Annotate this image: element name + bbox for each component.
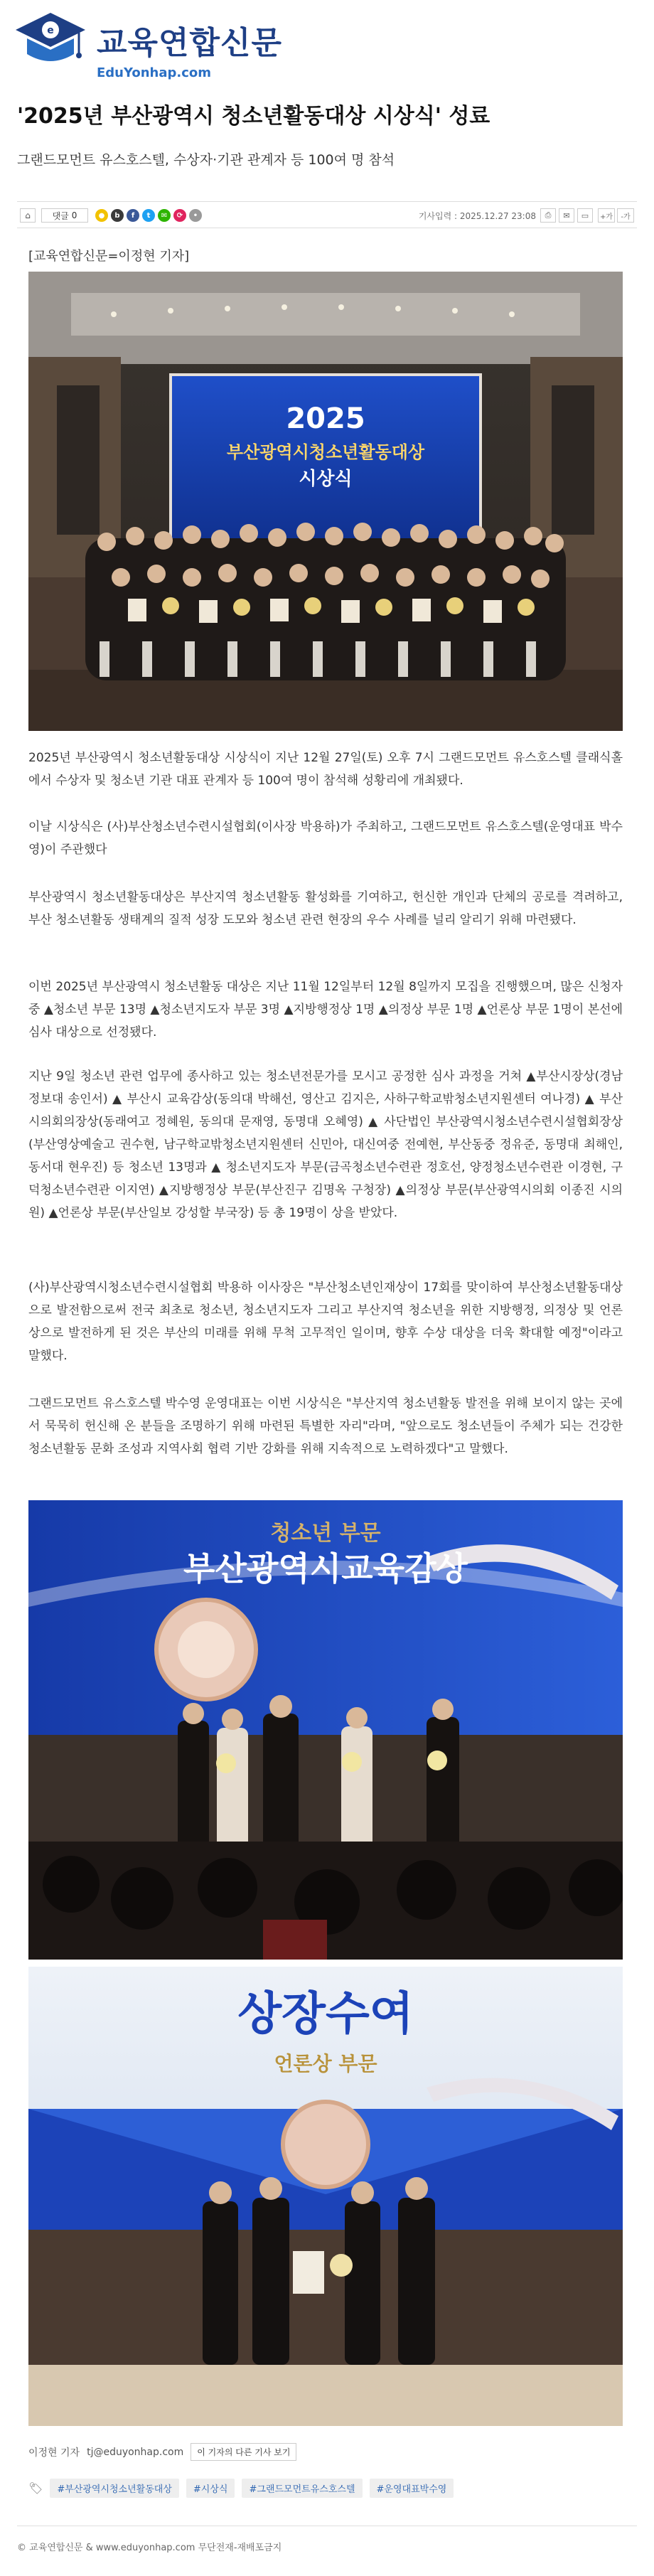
other-articles-button[interactable]: 이 기자의 다른 기사 보기 — [191, 2443, 296, 2461]
photo3-banner-main: 상장수여 — [237, 1988, 414, 2041]
facebook-share-icon[interactable]: f — [127, 209, 139, 222]
email-icon[interactable]: ✉ — [559, 208, 574, 223]
tag-item[interactable]: #운영대표박수영 — [370, 2479, 454, 2498]
article-paragraph-3: 부산광역시 청소년활동대상은 부산지역 청소년활동 활성화를 기여하고, 헌신한 개인과 단체의 공로를 격려하고, 부산 청소년활동 생태계의 질적 성장 도모와 청소년 관련 현장의 우수 사례를 널리 알리기 위해 마련됐다. — [28, 890, 623, 927]
photo1-banner-title: 부산광역시청소년활동대상 — [226, 442, 425, 462]
article-byline: [교육연합신문=이정현 기자] — [28, 249, 190, 264]
comment-label: 댓글 — [52, 210, 69, 221]
home-icon[interactable]: ⌂ — [20, 208, 36, 223]
copyright-text: © 교육연합신문 & www.eduyonhap.com 무단전재-재배포금지 — [17, 2543, 282, 2553]
font-increase-button[interactable]: +가 — [598, 208, 615, 223]
brand[interactable] — [97, 17, 282, 80]
tool-icons — [540, 208, 593, 223]
share-icons — [95, 209, 202, 222]
article-paragraph-4: 이번 2025년 부산광역시 청소년활동 대상은 지난 11월 12일부터 12월 8일까지 모집을 진행했으며, 많은 신청자 중 ▲청소년 부문 13명 ▲청소년지도자 부문 3명 ▲지방행정상 1명 ▲의정상 부문 1명 ▲언론상 부문 1명이 본선에 심사 대상으로 선정됐다. — [28, 980, 623, 1040]
article-subtitle: 그랜드모먼트 유스호스텔, 수상자·기관 관계자 등 100여 명 참석 — [17, 152, 395, 168]
more-share-icon[interactable]: • — [189, 209, 202, 222]
brand-name[interactable]: 교육연합신문 — [97, 25, 283, 61]
tag-item[interactable]: #그랜드모먼트유스호스텔 — [242, 2479, 362, 2498]
font-decrease-button[interactable]: -가 — [617, 208, 634, 223]
reporter-email[interactable]: tj@eduyonhap.com — [87, 2446, 184, 2458]
blog-share-icon[interactable]: b — [111, 209, 124, 222]
article-paragraph-1: 2025년 부산광역시 청소년활동대상 시상식이 지난 12월 27일(토) 오후 7시 그랜드모먼트 유스호스텔 클래식홀에서 수상자 및 청소년 기관 대표 관계자 등 100여 명이 참석해 성황리에 개최됐다. — [28, 751, 623, 788]
kakaostory-share-icon[interactable]: ● — [95, 209, 108, 222]
article-toolbar — [17, 201, 637, 228]
print-icon[interactable]: ⎙ — [540, 208, 556, 223]
tag-item[interactable]: #부산광역시청소년활동대상 — [50, 2479, 179, 2498]
article-photo-2 — [28, 1500, 623, 1960]
comment-count: 0 — [71, 210, 77, 220]
comment-button[interactable] — [41, 208, 88, 223]
photo2-banner-main: 부산광역시교육감상 — [183, 1549, 468, 1588]
line-share-icon[interactable]: ✉ — [158, 209, 171, 222]
article-photo-3 — [28, 1967, 623, 2426]
font-size-buttons — [598, 208, 634, 223]
twitter-share-icon[interactable]: t — [142, 209, 155, 222]
reporter-name: 이정현 기자 — [28, 2447, 80, 2459]
scrap-icon[interactable]: ▭ — [577, 208, 593, 223]
tag-icon: 🏷 — [28, 2481, 43, 2495]
tags-row — [28, 2477, 623, 2498]
article-paragraph-7: 그랜드모먼트 유스호스텔 박수영 운영대표는 이번 시상식은 "부산지역 청소년활동 발전을 위해 보이지 않는 곳에서 묵묵히 헌신해 온 분들을 조명하기 위해 마련된 특별한 자리"라며, "앞으로도 청소년들이 주체가 되는 건강한 청소년활동 문화 조성과 지역사회 협력 기반 강화를 위해 지속적으로 노력하겠다"고 말했다. — [28, 1396, 623, 1456]
site-header — [0, 0, 654, 85]
photo2-banner-top: 청소년 부문 — [270, 1521, 381, 1546]
reporter-info — [28, 2443, 296, 2461]
svg-text:e: e — [47, 25, 54, 36]
article-date: 기사입력 : 2025.12.27 23:08 — [418, 211, 536, 221]
site-logo-icon[interactable] — [11, 10, 90, 80]
photo3-banner-sub: 언론상 부문 — [274, 2052, 377, 2075]
share-link-icon[interactable]: ⟳ — [173, 209, 186, 222]
article-paragraph-2: 이날 시상식은 (사)부산청소년수련시설협회(이사장 박용하)가 주최하고, 그랜드모먼트 유스호스텔(운영대표 박수영)이 주관했다 — [28, 820, 623, 857]
photo1-banner-year: 2025 — [286, 402, 365, 435]
article-paragraph-5: 지난 9일 청소년 관련 업무에 종사하고 있는 청소년전문가를 모시고 공정한 심사 과정을 거쳐 ▲부산시장상(경남정보대 송인서) ▲ 부산시 교육감상(동의대 박해선, 영산고 김지은, 사하구학교밖청소년지원센터 여나경) ▲ 부산시의회의장상(동래여고 정혜원, 동의대 문재영, 동명대 오혜영) ▲ 사단법인 부산광역시청소년수련시설협회장상(부산영상예술고 권수현, 남구학교밖청소년지원센터 신민아, 대신여중 전예현, 부산동중 정유준, 동명대 최해인, 동서대 현우진) 등 청소년 13명과 ▲ 청소년지도자 부문(금곡청소년수련관 정호선, 양정청소년수련관 이경현, 구덕청소년수련관 이지연) ▲지방행정상 부문(부산진구 김명옥 구청장) ▲의정상 부문(부산광역시의회 이종진 시의원) ▲언론상 부문(부산일보 강성할 부국장) 등 총 19명이 상을 받았다. — [28, 1069, 623, 1220]
article-photo-1 — [28, 272, 623, 731]
article-title: '2025년 부산광역시 청소년활동대상 시상식' 성료 — [17, 104, 490, 129]
tag-item[interactable]: #시상식 — [186, 2479, 235, 2498]
article-paragraph-6: (사)부산광역시청소년수련시설협회 박용하 이사장은 "부산청소년인재상이 17회를 맞이하여 부산청소년활동대상으로 발전함으로써 전국 최초로 청소년, 청소년지도자 그리고 부산지역 청소년을 위한 지방행정, 의정상 및 언론상으로 발전하게 된 것은 부산의 미래를 위해 무척 고무적인 일이며, 향후 수상 대상을 더욱 확대할 예정"이라고 말했다. — [28, 1281, 623, 1363]
brand-url[interactable]: EduYonhap.com — [97, 65, 212, 80]
photo1-banner-sub: 시상식 — [299, 469, 353, 490]
